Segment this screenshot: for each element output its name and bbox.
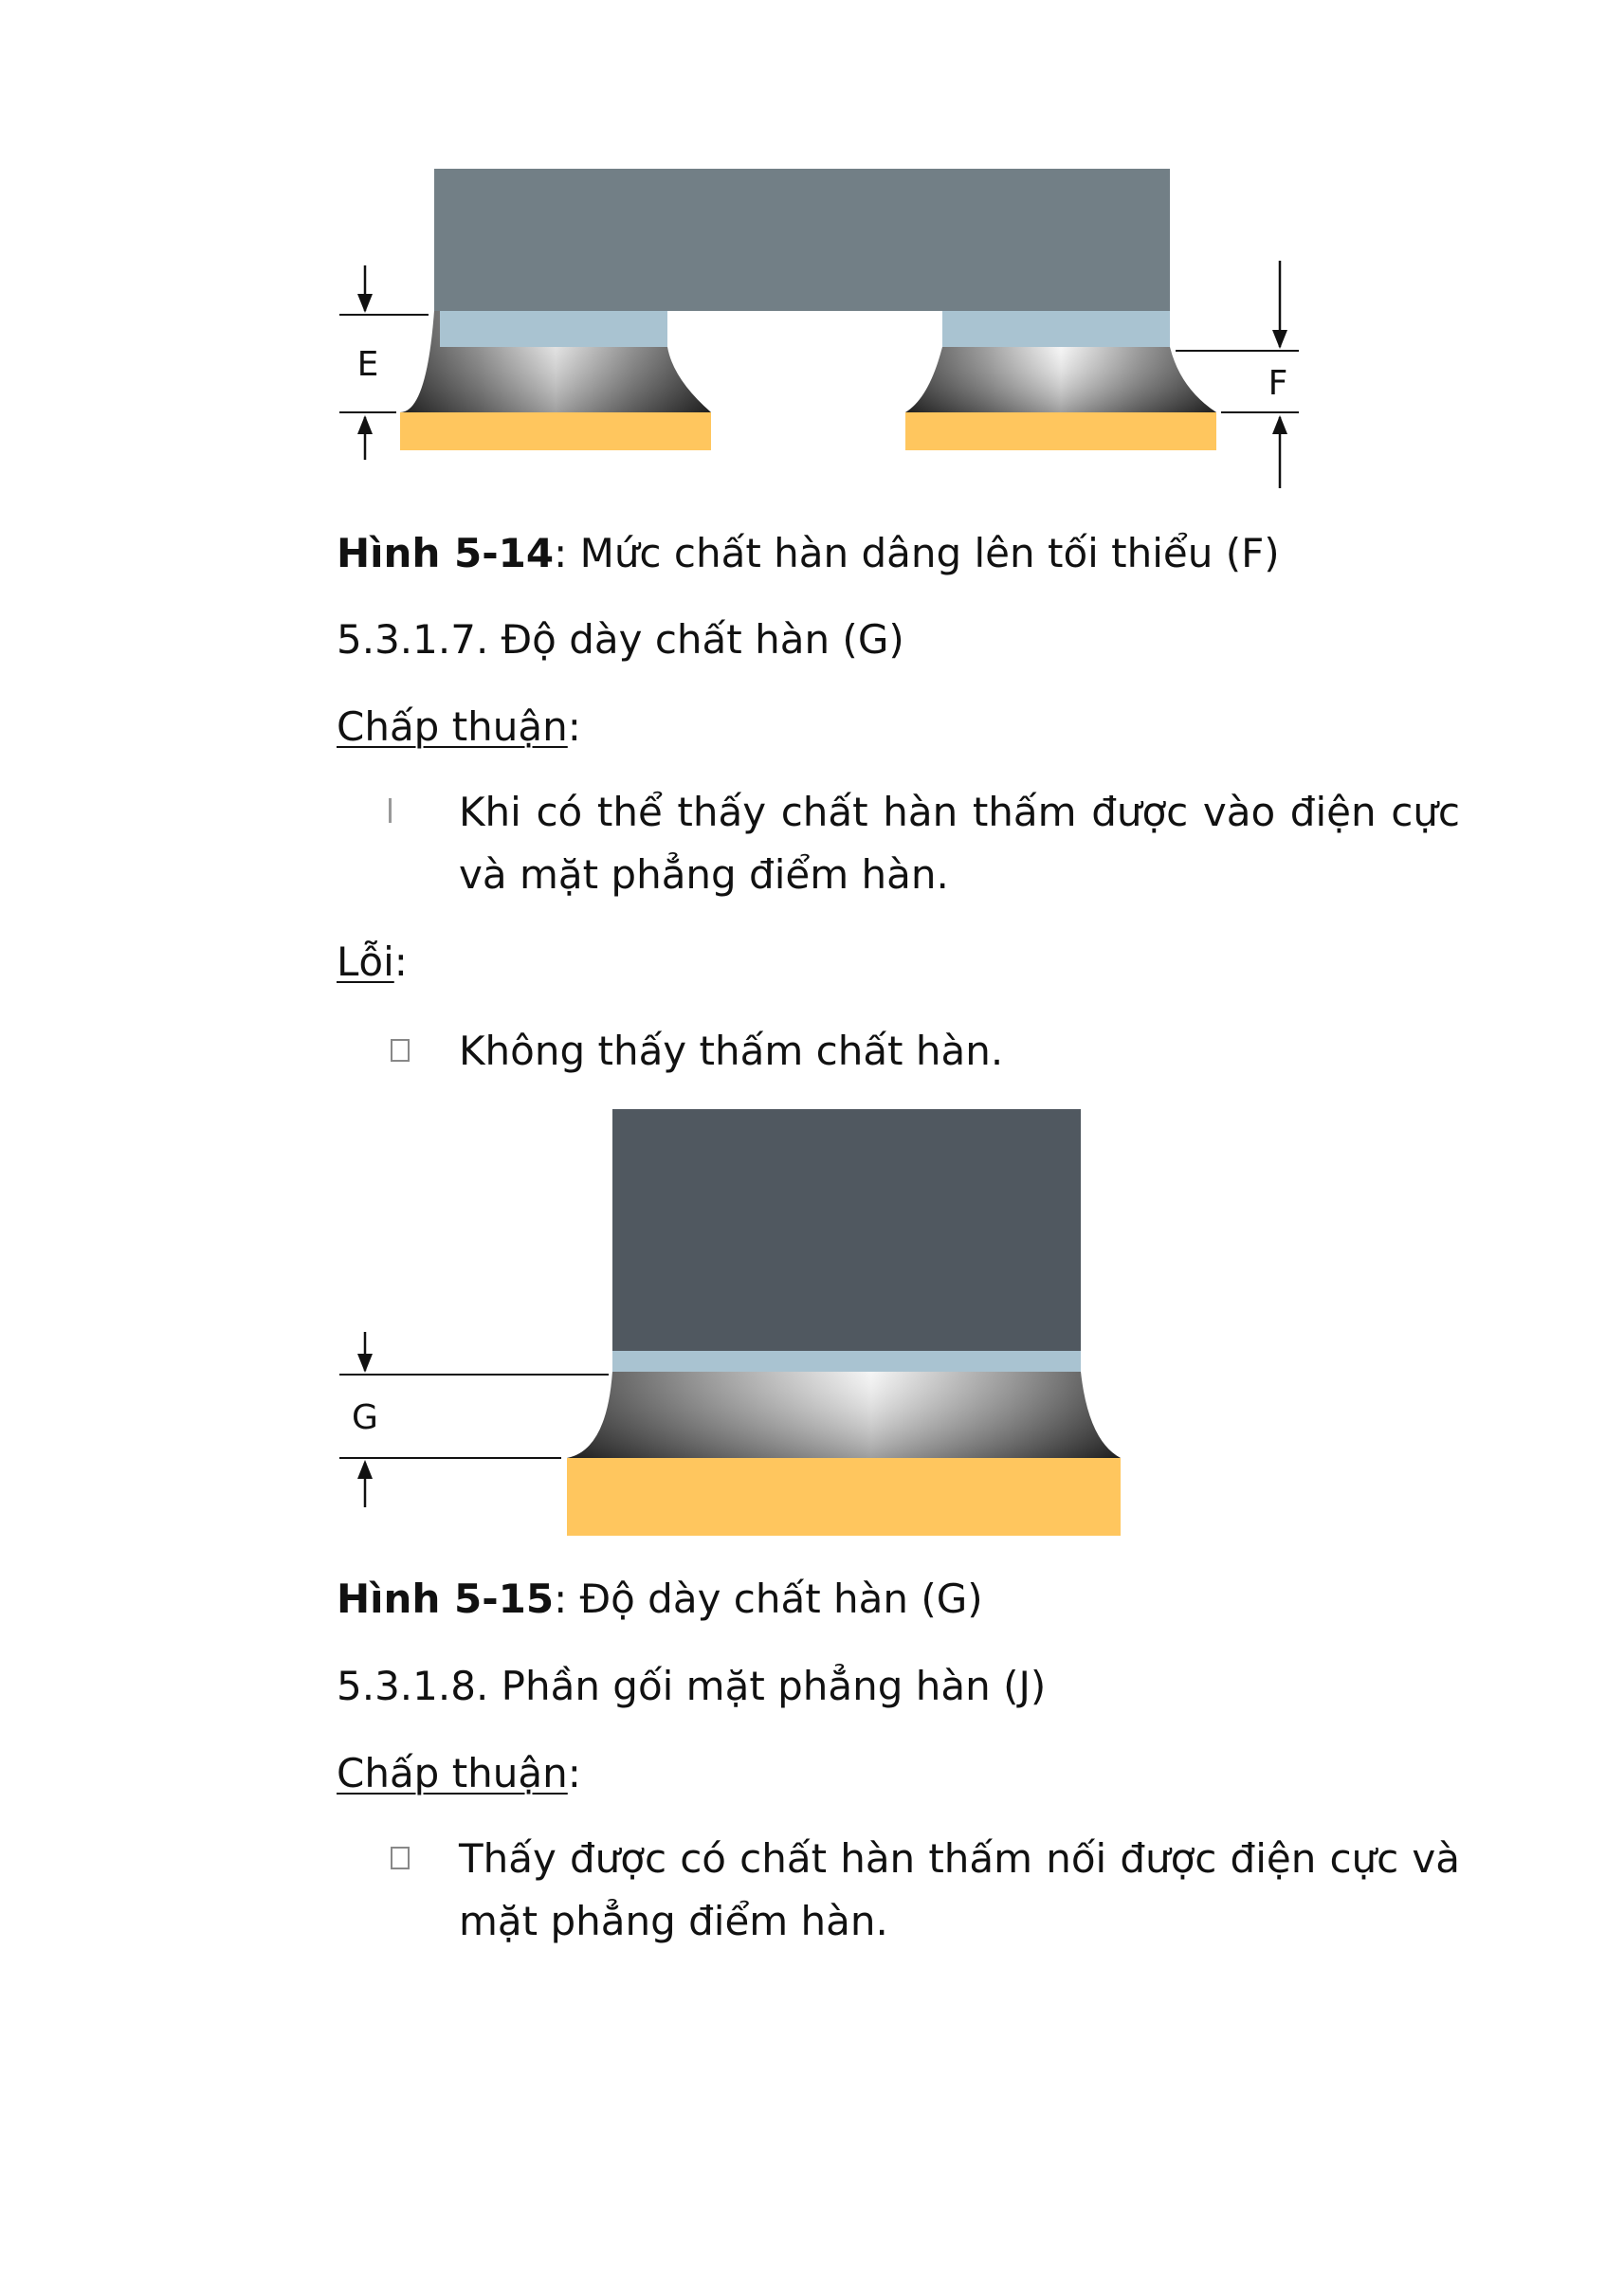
component-body [434,169,1170,311]
left-terminal [440,311,667,347]
section-heading-5318: 5.3.1.8. Phần gối mặt phẳng hàn (J) [337,1663,1047,1709]
dimension-label-g: G [352,1398,378,1437]
caption-number: Hình 5-14 [337,530,555,576]
defect-label: Lỗi: [337,938,408,985]
dimension-label-e: E [356,345,379,384]
accept-item: Khi có thể thấy chất hàn thấm được vào điện cực và mặt phẳng điểm hàn. [459,789,1460,898]
accept-item: Thấy được có chất hàn thấm nối được điện cực và mặt phẳng điểm hàn. [459,1835,1460,1944]
accept-label: Chấp thuận: [337,1750,581,1796]
right-terminal [942,311,1170,347]
defect-item: Không thấy thấm chất hàn. [459,1028,1004,1074]
figure-5-14 [322,152,1327,502]
pad [567,1458,1121,1536]
caption-number: Hình 5-15 [337,1576,555,1622]
figure-caption-5-14 [337,528,1280,579]
empty-square-icon [391,1847,410,1869]
terminal [612,1351,1081,1372]
bullet-bar-icon [389,798,392,823]
dimension-label-f: F [1268,364,1288,403]
caption-text: : Độ dày chất hàn (G) [554,1576,983,1622]
figure-caption-5-15 [337,1574,983,1625]
left-pad [400,412,711,450]
empty-square-icon [391,1039,410,1062]
right-pad [905,412,1216,450]
component-body [612,1109,1081,1360]
caption-text: : Mức chất hàn dâng lên tối thiểu (F) [554,530,1280,576]
section-heading-5317: 5.3.1.7. Độ dày chất hàn (G) [337,616,904,663]
accept-label: Chấp thuận: [337,703,581,750]
figure-5-15 [322,1100,1138,1545]
